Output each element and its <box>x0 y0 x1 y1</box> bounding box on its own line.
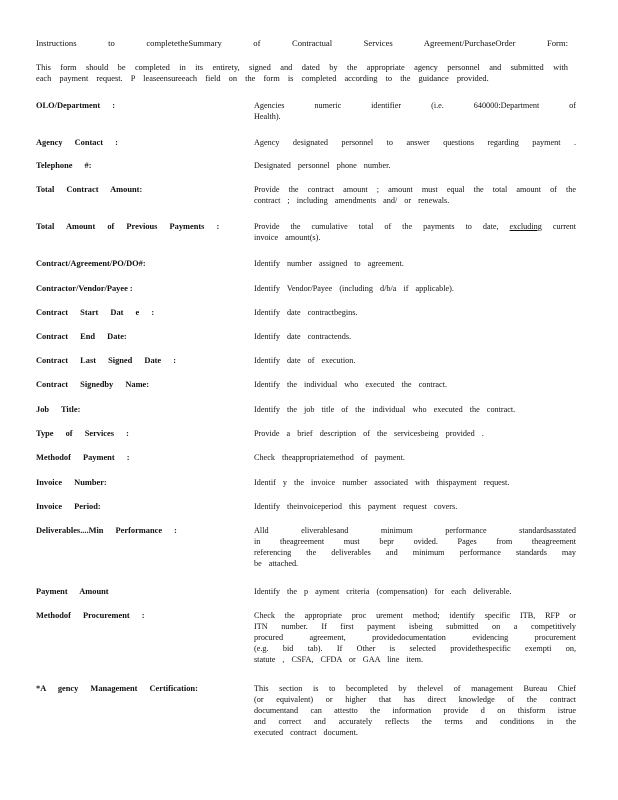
field-description <box>254 184 576 206</box>
field-description <box>254 379 576 390</box>
description-line: Check theappropriatemethod of payment. <box>254 453 405 462</box>
description-line: in theagreement must bepr ovided. Pages from theagreement <box>254 537 576 546</box>
intro-line: each payment request. P leaseensureeach field on the form is completed according to the guidance provided. <box>36 74 489 83</box>
description-line: ITN number. If first payment isbeing submitted on a competitively <box>254 622 576 631</box>
field-label: OLO/Department : <box>36 101 116 110</box>
field-label: Total Amount of Previous Payments : <box>36 222 220 231</box>
field-label: Telephone #: <box>36 161 92 170</box>
description-line: documentand can attestto the information provide d on thisform istrue <box>254 706 576 715</box>
field-description <box>254 610 576 665</box>
field-label: Deliverables....Min Performance : <box>36 526 177 535</box>
description-line: referencing the deliverables and minimum performance standards may <box>254 548 576 557</box>
description-line: Identify date contractends. <box>254 332 352 341</box>
field-description <box>254 428 576 439</box>
description-line: Identify the individual who executed the contract. <box>254 380 448 389</box>
description-line: Alld eliverablesand minimum performance standardsasstated <box>254 526 576 535</box>
field-label: Methodof Payment : <box>36 453 130 462</box>
field-label: Contract Start Dat e : <box>36 308 155 317</box>
field-description <box>254 307 576 318</box>
field-description <box>254 100 576 122</box>
description-line: Health). <box>254 112 281 121</box>
field-description <box>254 137 576 148</box>
description-line: Provide the contract amount ; amount must equal the total amount of the <box>254 185 576 194</box>
intro-line: This form should be completed in its entirety, signed and dated by the appropriate agency personnel and submitted with <box>36 63 568 72</box>
field-description <box>254 404 576 415</box>
description-line: statute , CSFA, CFDA or GAA line item. <box>254 655 424 664</box>
description-line: Identif y the invoice number associated with thispayment request. <box>254 478 510 487</box>
field-description <box>254 477 576 488</box>
field-label: Contract Last Signed Date : <box>36 356 177 365</box>
description-line: This section is to becompleted by thelevel of management Bureau Chief <box>254 684 576 693</box>
intro-paragraph <box>36 62 568 84</box>
description-line: Agencies numeric identifier (i.e. 640000:Department of <box>254 101 576 110</box>
field-label: Contract Signedby Name: <box>36 380 150 389</box>
description-text: current <box>552 222 577 231</box>
field-description <box>254 452 576 463</box>
description-line: and correct and accurately reflects the terms and conditions in the <box>254 717 576 726</box>
description-line: invoice amount(s). <box>254 233 321 242</box>
field-label: Invoice Number: <box>36 478 107 487</box>
field-label: Invoice Period: <box>36 502 101 511</box>
field-description <box>254 355 576 366</box>
description-line: Identify date contractbegins. <box>254 308 358 317</box>
description-line: (or equivalent) or higher that has direct knowledge of the contract <box>254 695 576 704</box>
description-line: Identify the p ayment criteria (compensation) for each deliverable. <box>254 587 512 596</box>
field-description <box>254 331 576 342</box>
description-line: Identify Vendor/Payee (including d/b/a if applicable). <box>254 284 454 293</box>
page-title: Instructions to completetheSummary of Contractual Services Agreement/PurchaseOrder Form: <box>36 38 568 48</box>
description-line: executed contract document. <box>254 728 358 737</box>
description-line: Check the appropriate proc urement method; identify specific ITB, RFP or <box>254 611 576 620</box>
field-description <box>254 586 576 597</box>
field-description <box>254 283 576 294</box>
field-label: Contract End Date: <box>36 332 127 341</box>
description-line: Identify theinvoiceperiod this payment request covers. <box>254 502 458 511</box>
description-line: Agency designated personnel to answer questions regarding payment . <box>254 138 576 147</box>
underlined-word: excluding <box>509 222 542 231</box>
description-line: Designated personnel phone number. <box>254 161 391 170</box>
description-line: Identify the job title of the individual who executed the contract. <box>254 405 516 414</box>
description-line: contract ; including amendments and/ or renewals. <box>254 196 450 205</box>
field-label: Job Title: <box>36 405 81 414</box>
field-label: Contract/Agreement/PO/DO#: <box>36 259 146 268</box>
field-label: Total Contract Amount: <box>36 185 143 194</box>
description-line: Identify date of execution. <box>254 356 356 365</box>
description-line: Provide a brief description of the servicesbeing provided . <box>254 429 484 438</box>
field-label: Methodof Procurement : <box>36 611 145 620</box>
field-description <box>254 258 576 269</box>
field-label: Type of Services : <box>36 429 129 438</box>
field-label: Contractor/Vendor/Payee : <box>36 284 133 293</box>
field-description <box>254 160 576 171</box>
description-line <box>254 221 576 232</box>
field-label: Payment Amount <box>36 587 109 596</box>
field-description <box>254 221 576 243</box>
field-label: *A gency Management Certification: <box>36 684 198 693</box>
description-text: Provide the cumulative total of the payments to date, <box>254 222 499 231</box>
field-label: Agency Contact : <box>36 138 118 147</box>
description-line: Identify number assigned to agreement. <box>254 259 404 268</box>
field-description <box>254 683 576 738</box>
description-line: be attached. <box>254 559 299 568</box>
field-description <box>254 525 576 569</box>
description-line: procured agreement, providedocumentation evidencing procurement <box>254 633 576 642</box>
field-description <box>254 501 576 512</box>
description-line: (e.g. bid tab). If Other is selected providethespecific exempti on, <box>254 644 576 653</box>
